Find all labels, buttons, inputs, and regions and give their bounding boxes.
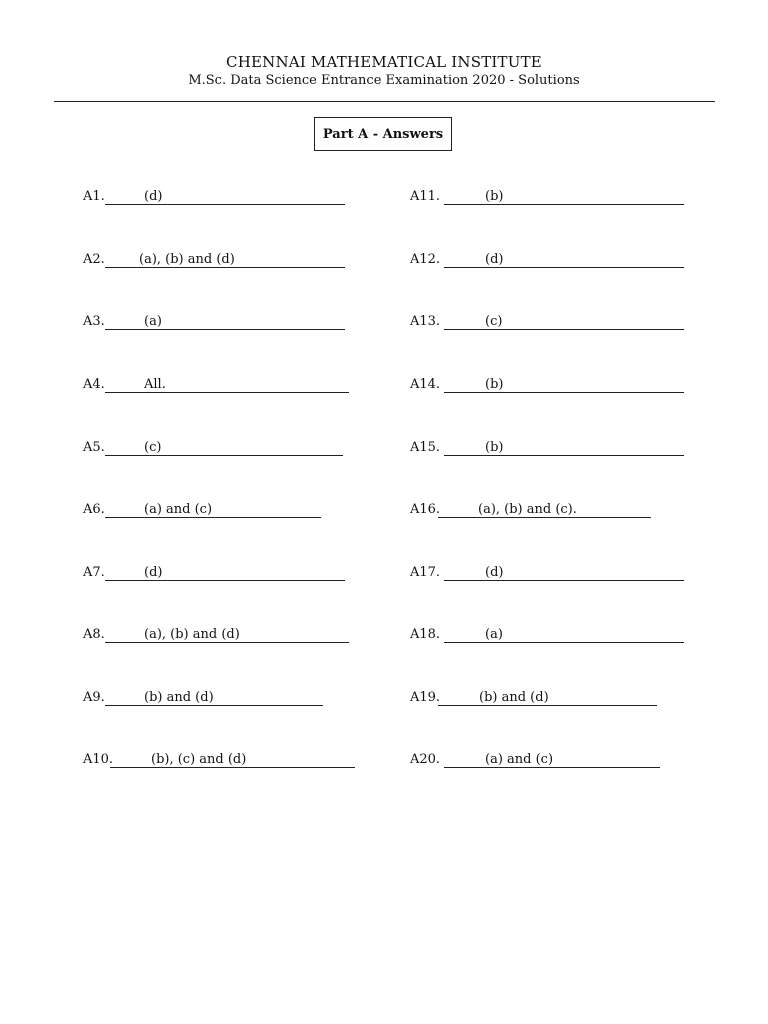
answer-value: (a), (b) and (d) <box>144 627 240 642</box>
answer-line <box>105 314 345 330</box>
answer-label: A18. <box>410 627 441 642</box>
answer-label: A15. <box>410 440 441 455</box>
answer-value: (c) <box>144 440 162 455</box>
answer-label: A9. <box>83 690 105 705</box>
answer-line <box>444 314 684 330</box>
answer-label: A10. <box>83 752 114 767</box>
section-title: Part A - Answers <box>322 126 444 142</box>
answer-line <box>444 440 684 456</box>
answer-value: (a), (b) and (d) <box>139 252 235 267</box>
answer-value: (d) <box>144 565 163 580</box>
answer-value: (d) <box>485 565 504 580</box>
answer-label: A16. <box>410 502 441 517</box>
answer-line <box>105 502 321 518</box>
answer-label: A13. <box>410 314 441 329</box>
answer-value: (c) <box>485 314 503 329</box>
answer-line <box>105 189 345 205</box>
answer-label: A2. <box>83 252 105 267</box>
answer-value: (d) <box>485 252 504 267</box>
answer-value: All. <box>144 377 166 392</box>
answer-value: (a) and (c) <box>485 752 554 767</box>
answer-value: (b) <box>485 377 504 392</box>
answer-label: A12. <box>410 252 441 267</box>
answer-label: A11. <box>410 189 441 204</box>
answer-label: A3. <box>83 314 105 329</box>
answer-label: A17. <box>410 565 441 580</box>
answer-line <box>444 189 684 205</box>
answer-line <box>444 377 684 393</box>
answer-value: (a) <box>485 627 503 642</box>
answer-line <box>444 565 684 581</box>
exam-subtitle: M.Sc. Data Science Entrance Examination 2020 - Solutions <box>188 73 580 88</box>
answer-line <box>105 565 345 581</box>
institute-name: CHENNAI MATHEMATICAL INSTITUTE <box>226 53 542 71</box>
answer-label: A8. <box>83 627 105 642</box>
answer-value: (b) and (d) <box>144 690 214 705</box>
answer-label: A20. <box>410 752 441 767</box>
answer-line <box>105 377 349 393</box>
answer-label: A6. <box>83 502 105 517</box>
answer-line <box>105 690 323 706</box>
answer-label: A14. <box>410 377 441 392</box>
answer-value: (d) <box>144 189 163 204</box>
section-title-box <box>314 117 452 151</box>
answer-label: A1. <box>83 189 105 204</box>
answer-line <box>105 440 343 456</box>
answer-value: (b) <box>485 189 504 204</box>
answer-label: A7. <box>83 565 105 580</box>
answer-line <box>444 252 684 268</box>
answer-value: (b) <box>485 440 504 455</box>
answer-label: A4. <box>83 377 105 392</box>
answer-value: (a) <box>144 314 162 329</box>
answer-value: (a), (b) and (c). <box>478 502 577 517</box>
answer-label: A19. <box>410 690 441 705</box>
answer-value: (b) and (d) <box>479 690 549 705</box>
answer-value: (a) and (c) <box>144 502 213 517</box>
header-divider <box>54 101 715 102</box>
answer-label: A5. <box>83 440 105 455</box>
answer-line <box>444 627 684 643</box>
answer-value: (b), (c) and (d) <box>151 752 247 767</box>
